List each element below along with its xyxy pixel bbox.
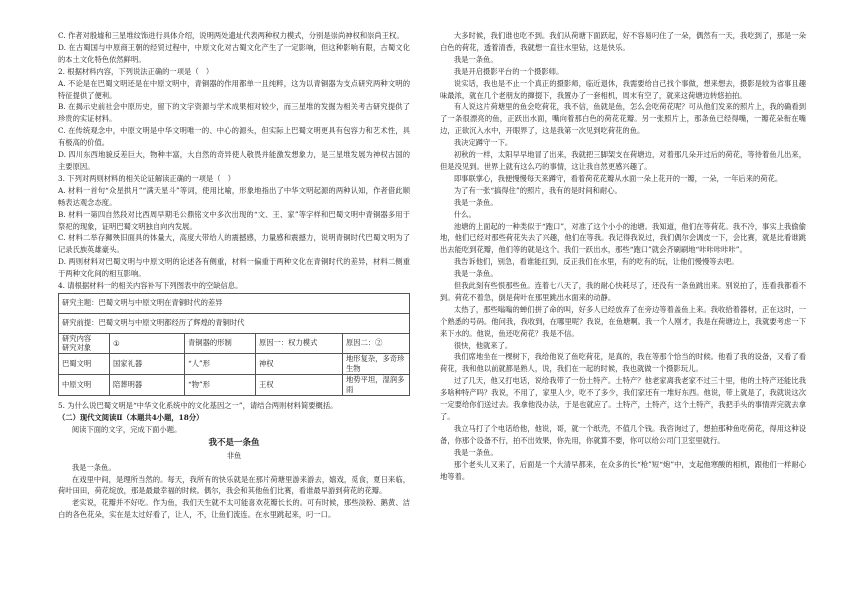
paragraph: D. 两则材料对巴蜀文明与中原文明的论述各有侧重，材料一偏重于两种文化在青铜时代的差异，材料二侧重于两种文化间的相互影响。: [58, 257, 410, 279]
table-cell: 巴蜀文明: [59, 353, 110, 374]
paragraph: C. 在传统观念中，中原文明是中华文明唯一的、中心的源头，但实际上巴蜀文明更具有包容力和艺术性，具有极高的价值。: [58, 126, 410, 148]
paragraph: 但我此刻有些恨那些鱼。连着七八天了，我的耐心快耗尽了，还没有一条鱼跳出来。别说拍了，连看我都看不到。荷花不着急，倒是荷叶在那里跳出水面来的动静。: [440, 281, 806, 302]
table-row: 研究主题：巴蜀文明与中原文明在青铜时代的差异: [59, 293, 410, 313]
paragraph: 我是开启摄影平台的一个摄影师。: [453, 66, 564, 76]
table-row: [59, 374, 410, 395]
left-story-section: [58, 462, 410, 522]
paragraph: D. 四川东西地貌反差巨大，物种丰富，大自然的奇异使人敬畏并能激发想象力，是三星堆发展为神权古国的主要原因。: [58, 150, 410, 171]
table-row: 研究前提：巴蜀文明与中原文明都经历了辉煌的青铜时代: [59, 313, 410, 333]
section-heading: （二）现代文阅读Ⅱ（本题共4小题，18分）: [58, 412, 204, 422]
paragraph: 我是一条鱼。: [453, 269, 498, 279]
story-author: 非鱼: [226, 450, 242, 460]
table-cell: 王权: [256, 374, 343, 395]
table-header-cell: 青铜器的形制: [185, 333, 256, 353]
table-header-cell: 研究内容 研究对象: [59, 333, 110, 353]
table-cell: 中原文明: [59, 374, 110, 395]
paragraph: 为了有一张“搞得住”的照片，我有的是时间和耐心。: [453, 185, 622, 195]
right-column: [440, 30, 806, 482]
table-cell: 地形复杂，多奇珍生物: [343, 353, 410, 374]
paragraph: 池塘的上面起的一种类似于“跑口”，对准了这个小小的池塘。我知道，他们在等荷花。我不冷，事实上我偷偷地，他们已经对那些荷花失去了兴趣，他们在等我。我记得我说过，我们偶尔会调皮一下，会比赛，就是比看谁跳出去能吃到花瓣，他们等的就是这个。我们一跃出水，那些“跑口”就会齐刷刷地“咔咔咔咔咔”。: [440, 221, 806, 255]
paragraph: 即事联掌心，我便慢慢每天来蹲守，看着荷花花瓣从水面一朵上花开的一瓣，一朵，一年后来的荷花。: [453, 173, 783, 183]
paragraph: 很快，他就来了。: [453, 340, 513, 350]
paragraph: 我决定蹲守一下。: [453, 138, 513, 148]
paragraph: 在戏里中间，是理所当然的。每天，我所有的快乐就是在那片荷塘里游来游去，嬉戏，觅食，夏日来临，荷叶田田，荷花绽放，那是最最幸福的时候。偶尔，我会和其他鱼们比赛，看谁最早游到荷花的花瓣。: [58, 474, 410, 496]
table-header-row: [59, 333, 410, 353]
paragraph: 我们席地坐在一棵树下，我给他说了鱼吃荷花，是真的，我在等那个恰当的时候。他看了我的设备，又看了看荷花，我和他以前就都是熟人，说，我们在一起的时候，我也就做一个摄影玩儿。: [440, 352, 806, 374]
paragraph: 我是一条鱼。: [453, 447, 498, 457]
paragraph: 我是一条鱼。: [453, 197, 498, 207]
paragraph: 2. 根据材料内容，下列说法正确的一项是（ ）: [58, 66, 214, 76]
paragraph: 我是一条鱼。: [453, 54, 498, 64]
paragraph: 我立马打了个电话给他，他说，哥，就一个纸壳，不值几个钱。我咨询过了，想拍那种鱼吃荷花，得用这种设备，你那个设备不行，拍不出效果，你先用，你就算不要，你可以给公司门卫室里就行。: [440, 423, 806, 445]
table-row: [59, 353, 410, 374]
paragraph: C. 作者对殷墟和三星堆纹饰进行具体介绍，说明两处遗址代表两种权力模式，分别是崇尚神权和崇尚王权。: [58, 31, 404, 40]
paragraph: 我是一条鱼。: [71, 462, 116, 472]
story-title: 我不是一条鱼: [208, 437, 260, 448]
paragraph: 3. 下列对两则材料的相关论证解读正确的一项是（ ）: [58, 173, 236, 183]
paragraph: B. 材料一第四自然段对比西周早期毛公鼎铭文中多次出现的“文、王、家”等字样和巴蜀文明中青铜器多用于祭祀的现象，证明巴蜀文明独自向内发展。: [58, 209, 410, 231]
table-cell: 国家礼器: [110, 353, 185, 374]
paragraph: 我告诉他们，别急，看谁能扛到，反正我们在水里，有的吃有的玩，让他们慢慢等去吧。: [453, 257, 739, 267]
table-header-cell: 原因二：②: [343, 333, 410, 353]
table-cell: 地势平坦，湿润多雨: [343, 374, 410, 395]
table-cell: “人”形: [185, 353, 256, 374]
paragraph: 说实话，我也是不止一个真正的摄影师，临近退休，我需要给自己找个事做，想来想去，摄影是较为省事且趣味最浓，就在几个老朋友的撺掇下，我置办了一套相机，周末有空了，就来这荷塘边转悠拍拍。: [440, 78, 806, 100]
paragraph: C. 材料二举存狮殃旧面具的体量大，高度大带给人的震撼感，力量感和震撼力，说明青铜时代巴蜀文明为了记录氏族英雄豪头。: [58, 233, 410, 255]
paragraph: 有人说这片荷塘里的鱼会吃荷花，我不信，鱼就是鱼，怎么会吃荷花呢？可从他们发来的照片上，我的确看到了一条很漂亮的鱼，正跃出水面，嘴向着那白色的荷花花瓣。另一张照片上，那条鱼已经得嘴，一瓣花朵衔在嘴边，正欲沉入水中，开眼界了，这是我第一次见到吃荷花的鱼。: [440, 102, 806, 136]
paragraph: A. 不论是在巴蜀文明还是在中原文明中，青铜器的作用都单一且纯粹，这为以青铜器为支点研究两种文明的特征提供了便利。: [58, 78, 410, 100]
table-cell: 神权: [256, 353, 343, 374]
paragraph: 太热了，那些嗡嗡的蝉们拼了命的叫，好多人已经放弃了在旁边等着盖鱼上来。我收拾着器材，正在这时，一个熟悉的号码。他问我，我收到，在哪里呢？我说，在鱼塘啊。我一个人刚才，我是在荷塘边上，我就要考虑一下来下水的。他说，鱼还吃荷花？我是不信。: [440, 304, 806, 338]
paragraph: 什么。: [453, 209, 476, 219]
paragraph: 过了几天，他又打电话，说给我带了一份土特产。土特产？他老家离我老家不过三十里，他的土特产还能比我多啥种特产吗？我说，不用了，家里人少，吃不了多少，我们家还有一堆好东西。他说，带上就是了，我就说这次一定要给你们送过去。我拿他没办法，于是也就应了。土特产，土特产，这个土特产，我把手头的事情弄完就去拿了。: [440, 376, 806, 421]
table-header-cell: ①: [110, 333, 185, 353]
paragraph: B. 在揭示史前社会中原历史，留下的文字资源与学术成果相对较少，而三星堆的发掘为相关考古研究提供了珍贵的实证材料。: [58, 102, 410, 124]
research-table: [58, 293, 410, 396]
paragraph: 那个老头儿又来了，后面是一个大清早都来，在众多的长“枪”短“炮”中，支起他寒酸的相机，跟他们一样耐心地等着。: [440, 459, 806, 481]
paragraph: 初秋的一样，太阳早早地冒了出来，我就把三脚架支在荷塘边，对着那几朵开过后的荷花，等待着鱼儿出来，但是没见到。世界上就有这么巧的事情，这让我自然更感兴趣了。: [440, 150, 806, 171]
paragraph: D. 在古蜀国与中原商王朝的经贸过程中，中原文化对古蜀文化产生了一定影响，但这种影响有限，古蜀文化的本土文化特色依然鲜明。: [58, 42, 410, 64]
section-instruction: 阅读下面的文字，完成下面小题。: [71, 424, 182, 434]
table-cell: 陪葬明器: [110, 374, 185, 395]
table-header-cell: 原因一：权力模式: [256, 333, 343, 353]
paragraph: 4. 请根据材料一的相关内容补写下列图表中的空缺信息。: [58, 281, 243, 291]
left-top-section: [58, 30, 410, 292]
paragraph: 大多时候，我们谁也吃不到。我们从荷塘下面跃起，好不容易叼住了一朵，偶然有一天，我吃到了，那是一朵白色的荷花，透着清香，我就想一直往水里钻，这是快乐。: [440, 31, 806, 52]
paragraph: 老实说，花瓣并不好吃。作为鱼，我们天生就不太可能喜欢花瓣长长的。可有时候，那些淡粉、鹅黄、洁白的各色花朵，实在是太过好看了，让人，不，让鱼们流连。在水里跳起来，叼一口。: [58, 498, 410, 520]
paragraph: A. 材料一首句“众星拱月”“满天星斗”等词，使用比喻，形象地指出了中华文明起源的两种认知，作者借此顺畅表达观念态度。: [58, 185, 410, 207]
table-cell: “物”形: [185, 374, 256, 395]
question-5: 5. 为什么说巴蜀文明是“中华文化系统中的文化基因之一”，请结合两则材料简要概括。: [58, 400, 338, 410]
left-column: [58, 30, 410, 521]
